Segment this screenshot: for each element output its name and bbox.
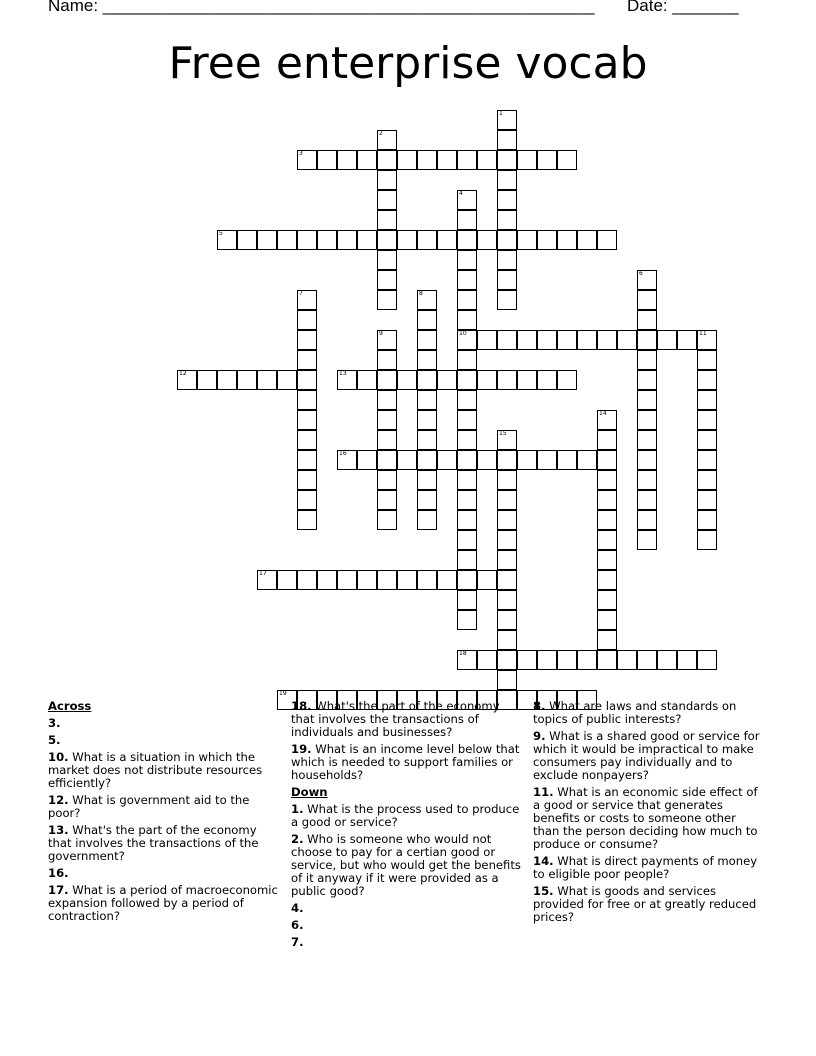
crossword-cell[interactable]: [457, 410, 477, 430]
crossword-cell[interactable]: [437, 450, 457, 470]
crossword-cell[interactable]: [377, 210, 397, 230]
down-heading: Down: [291, 785, 328, 799]
crossword-cell[interactable]: [597, 490, 617, 510]
clue-number: 10.: [48, 750, 69, 764]
crossword-cell[interactable]: [697, 350, 717, 370]
crossword-cell[interactable]: [417, 510, 437, 530]
crossword-cell[interactable]: [577, 450, 597, 470]
clue-text: What are laws and standards on topics of public interests?: [533, 699, 737, 726]
crossword-cell[interactable]: [697, 450, 717, 470]
clue-across-18: [291, 700, 523, 739]
clue-number: 4.: [291, 901, 304, 915]
crossword-cell[interactable]: [497, 150, 517, 170]
crossword-cell[interactable]: [537, 450, 557, 470]
crossword-cell[interactable]: [317, 150, 337, 170]
crossword-cell[interactable]: [397, 230, 417, 250]
crossword-cell[interactable]: [397, 370, 417, 390]
crossword-cell[interactable]: [397, 150, 417, 170]
crossword-cell[interactable]: [297, 150, 317, 170]
crossword-cell[interactable]: [697, 470, 717, 490]
cell-number: 1: [499, 110, 503, 117]
clue-down-6: [291, 919, 523, 932]
crossword-cell[interactable]: [417, 230, 437, 250]
crossword-cell[interactable]: [597, 330, 617, 350]
crossword-cell[interactable]: [297, 410, 317, 430]
crossword-cell[interactable]: [497, 530, 517, 550]
cell-number: 9: [379, 330, 383, 337]
crossword-cell[interactable]: [477, 370, 497, 390]
crossword-cell[interactable]: [297, 390, 317, 410]
crossword-cell[interactable]: [557, 650, 577, 670]
crossword-cell[interactable]: [597, 530, 617, 550]
crossword-cell[interactable]: [637, 290, 657, 310]
crossword-cell[interactable]: [637, 650, 657, 670]
crossword-cell[interactable]: [497, 250, 517, 270]
cell-number: 2: [379, 130, 383, 137]
crossword-cell[interactable]: [297, 230, 317, 250]
clue-down-7: [291, 936, 523, 949]
crossword-cell[interactable]: [637, 430, 657, 450]
crossword-cell[interactable]: [497, 290, 517, 310]
crossword-cell[interactable]: [597, 630, 617, 650]
clue-number: 18.: [291, 699, 312, 713]
clue-text: What is an economic side effect of a good or service that generates benefits or costs to someone other than the person deciding how much to produce or consume?: [533, 785, 758, 851]
clues-column-1: [48, 700, 280, 927]
crossword-cell[interactable]: [637, 370, 657, 390]
clue-down-8: [533, 700, 765, 726]
crossword-cell[interactable]: [377, 410, 397, 430]
cell-number: 16: [339, 450, 347, 457]
crossword-cell[interactable]: [377, 430, 397, 450]
crossword-cell[interactable]: [377, 130, 397, 150]
cell-number: 14: [599, 410, 607, 417]
crossword-cell[interactable]: [377, 510, 397, 530]
crossword-cell[interactable]: [577, 650, 597, 670]
crossword-cell[interactable]: [557, 370, 577, 390]
crossword-cell[interactable]: [597, 510, 617, 530]
crossword-cell[interactable]: [297, 570, 317, 590]
crossword-cell[interactable]: [497, 370, 517, 390]
crossword-cell[interactable]: [597, 610, 617, 630]
crossword-cell[interactable]: [337, 570, 357, 590]
crossword-cell[interactable]: [457, 290, 477, 310]
crossword-cell[interactable]: [417, 330, 437, 350]
clue-number: 14.: [533, 854, 554, 868]
crossword-cell[interactable]: [497, 510, 517, 530]
crossword-cell[interactable]: [697, 510, 717, 530]
crossword-cell[interactable]: [297, 510, 317, 530]
clue-down-11: [533, 786, 765, 851]
crossword-cell[interactable]: [537, 370, 557, 390]
crossword-cell[interactable]: [317, 230, 337, 250]
crossword-cell[interactable]: [457, 430, 477, 450]
crossword-cell[interactable]: [237, 230, 257, 250]
clues-column-3: [533, 700, 765, 928]
across-heading: Across: [48, 699, 92, 713]
crossword-cell[interactable]: [297, 330, 317, 350]
crossword-cell[interactable]: [297, 430, 317, 450]
crossword-cell[interactable]: [437, 370, 457, 390]
crossword-cell[interactable]: [217, 370, 237, 390]
crossword-cell[interactable]: [457, 390, 477, 410]
crossword-cell[interactable]: [457, 150, 477, 170]
cell-number: 4: [459, 190, 463, 197]
clue-number: 3.: [48, 716, 61, 730]
crossword-cell[interactable]: [637, 270, 657, 290]
crossword-cell[interactable]: [457, 570, 477, 590]
crossword-cell[interactable]: [377, 370, 397, 390]
crossword-cell[interactable]: [397, 450, 417, 470]
clue-down-2: [291, 833, 523, 898]
clue-number: 1.: [291, 802, 304, 816]
crossword-cell[interactable]: [337, 230, 357, 250]
crossword-cell[interactable]: [297, 350, 317, 370]
clue-number: 6.: [291, 918, 304, 932]
cell-number: 12: [179, 370, 187, 377]
crossword-cell[interactable]: [257, 570, 277, 590]
crossword-cell[interactable]: [577, 330, 597, 350]
crossword-cell[interactable]: [497, 670, 517, 690]
crossword-cell[interactable]: [637, 350, 657, 370]
crossword-cell[interactable]: [477, 150, 497, 170]
clue-number: 17.: [48, 883, 69, 897]
clue-across-5: [48, 734, 280, 747]
crossword-cell[interactable]: [597, 430, 617, 450]
crossword-cell[interactable]: [297, 470, 317, 490]
crossword-cell[interactable]: [437, 230, 457, 250]
crossword-cell[interactable]: [517, 370, 537, 390]
crossword-cell[interactable]: [457, 450, 477, 470]
crossword-cell[interactable]: [197, 370, 217, 390]
crossword-cell[interactable]: [617, 330, 637, 350]
crossword-cell[interactable]: [497, 130, 517, 150]
crossword-cell[interactable]: [417, 290, 437, 310]
crossword-cell[interactable]: [257, 230, 277, 250]
clue-number: 11.: [533, 785, 554, 799]
crossword-cell[interactable]: [457, 650, 477, 670]
crossword-cell[interactable]: [497, 210, 517, 230]
crossword-cell[interactable]: [577, 230, 597, 250]
clue-down-14: [533, 855, 765, 881]
crossword-cell[interactable]: [457, 590, 477, 610]
clue-text: What is goods and services provided for free or at greatly reduced prices?: [533, 884, 757, 924]
crossword-cell[interactable]: [437, 150, 457, 170]
crossword-cell[interactable]: [517, 230, 537, 250]
crossword-cell[interactable]: [377, 390, 397, 410]
crossword-cell[interactable]: [417, 370, 437, 390]
crossword-cell[interactable]: [497, 490, 517, 510]
crossword-cell[interactable]: [697, 370, 717, 390]
clue-down-15: [533, 885, 765, 924]
page-title: Free enterprise vocab: [168, 38, 648, 89]
clue-text: What's the part of the economy that involves the transactions of the government?: [48, 823, 259, 863]
crossword-cell[interactable]: [237, 370, 257, 390]
crossword-cell[interactable]: [377, 570, 397, 590]
clue-number: 19.: [291, 742, 312, 756]
crossword-cell[interactable]: [277, 370, 297, 390]
crossword-cell[interactable]: [377, 230, 397, 250]
cell-number: 18: [459, 650, 467, 657]
crossword-cell[interactable]: [637, 490, 657, 510]
clue-across-16: [48, 867, 280, 880]
crossword-cell[interactable]: [537, 230, 557, 250]
crossword-cell[interactable]: [417, 410, 437, 430]
crossword-cell[interactable]: [497, 650, 517, 670]
clue-number: 16.: [48, 866, 69, 880]
crossword-cell[interactable]: [377, 470, 397, 490]
crossword-cell[interactable]: [337, 450, 357, 470]
clue-across-19: [291, 743, 523, 782]
crossword-cell[interactable]: [697, 390, 717, 410]
crossword-cell[interactable]: [417, 570, 437, 590]
crossword-cell[interactable]: [637, 390, 657, 410]
crossword-cell[interactable]: [297, 290, 317, 310]
clue-down-4: [291, 902, 523, 915]
crossword-cell[interactable]: [497, 610, 517, 630]
crossword-cell[interactable]: [477, 570, 497, 590]
crossword-cell[interactable]: [377, 270, 397, 290]
crossword-cell[interactable]: [497, 230, 517, 250]
crossword-cell[interactable]: [457, 250, 477, 270]
crossword-cell[interactable]: [457, 490, 477, 510]
crossword-cell[interactable]: [457, 210, 477, 230]
clue-across-10: [48, 751, 280, 790]
clue-across-13: [48, 824, 280, 863]
crossword-cell[interactable]: [497, 190, 517, 210]
crossword-cell[interactable]: [497, 470, 517, 490]
crossword-cell[interactable]: [697, 490, 717, 510]
crossword-cell[interactable]: [697, 650, 717, 670]
crossword-cell[interactable]: [457, 230, 477, 250]
crossword-cell[interactable]: [637, 470, 657, 490]
crossword-cell[interactable]: [457, 470, 477, 490]
crossword-cell[interactable]: [557, 230, 577, 250]
crossword-cell[interactable]: [457, 370, 477, 390]
crossword-cell[interactable]: [497, 430, 517, 450]
clue-text: What is a situation in which the market does not distribute resources efficiently?: [48, 750, 263, 790]
cell-number: 5: [219, 230, 223, 237]
crossword-cell[interactable]: [697, 410, 717, 430]
crossword-cell[interactable]: [497, 590, 517, 610]
cell-number: 13: [339, 370, 347, 377]
clue-text: What is direct payments of money to eligible poor people?: [533, 854, 758, 881]
crossword-cell[interactable]: [597, 650, 617, 670]
crossword-cell[interactable]: [377, 490, 397, 510]
clue-text: Who is someone who would not choose to pay for a certian good or service, but who would get the benefits of it anyway if it were provided as a public good?: [291, 832, 521, 898]
crossword-cell[interactable]: [497, 110, 517, 130]
crossword-cell[interactable]: [537, 150, 557, 170]
crossword-cell[interactable]: [697, 530, 717, 550]
cell-number: 17: [259, 570, 267, 577]
crossword-cell[interactable]: [557, 150, 577, 170]
crossword-cell[interactable]: [417, 430, 437, 450]
crossword-cell[interactable]: [357, 450, 377, 470]
crossword-cell[interactable]: [457, 310, 477, 330]
cell-number: 19: [279, 690, 287, 697]
crossword-cell[interactable]: [317, 570, 337, 590]
crossword-cell[interactable]: [377, 330, 397, 350]
name-field[interactable]: Name: ____________________________________________________: [48, 0, 595, 15]
crossword-cell[interactable]: [377, 190, 397, 210]
crossword-cell[interactable]: [497, 570, 517, 590]
crossword-cell[interactable]: [597, 450, 617, 470]
crossword-cell[interactable]: [477, 650, 497, 670]
crossword-cell[interactable]: [677, 330, 697, 350]
cell-number: 15: [499, 430, 507, 437]
clue-number: 5.: [48, 733, 61, 747]
crossword-cell[interactable]: [597, 230, 617, 250]
clue-number: 7.: [291, 935, 304, 949]
crossword-cell[interactable]: [537, 330, 557, 350]
crossword-cell[interactable]: [217, 230, 237, 250]
crossword-cell[interactable]: [297, 370, 317, 390]
clues-column-2: [291, 700, 523, 953]
crossword-cell[interactable]: [597, 550, 617, 570]
crossword-cell[interactable]: [457, 330, 477, 350]
clue-across-3: [48, 717, 280, 730]
crossword-cell[interactable]: [637, 530, 657, 550]
crossword-cell[interactable]: [557, 450, 577, 470]
crossword-cell[interactable]: [537, 650, 557, 670]
crossword-cell[interactable]: [597, 410, 617, 430]
crossword-cell[interactable]: [697, 430, 717, 450]
crossword-cell[interactable]: [177, 370, 197, 390]
crossword-cell[interactable]: [697, 330, 717, 350]
crossword-cell[interactable]: [457, 550, 477, 570]
cell-number: 11: [699, 330, 707, 337]
crossword-cell[interactable]: [457, 510, 477, 530]
crossword-cell[interactable]: [297, 490, 317, 510]
crossword-cell[interactable]: [557, 330, 577, 350]
clue-number: 13.: [48, 823, 69, 837]
crossword-cell[interactable]: [417, 310, 437, 330]
crossword-cell[interactable]: [457, 530, 477, 550]
crossword-cell[interactable]: [497, 330, 517, 350]
crossword-cell[interactable]: [497, 550, 517, 570]
crossword-cell[interactable]: [457, 270, 477, 290]
crossword-cell[interactable]: [497, 630, 517, 650]
clue-text: What is government aid to the poor?: [48, 793, 250, 820]
crossword-cell[interactable]: [417, 390, 437, 410]
clue-across-17: [48, 884, 280, 923]
clue-number: 9.: [533, 729, 546, 743]
clue-text: What is the process used to produce a good or service?: [291, 802, 520, 829]
cell-number: 8: [419, 290, 423, 297]
crossword-cell[interactable]: [357, 150, 377, 170]
crossword-cell[interactable]: [337, 150, 357, 170]
crossword-cell[interactable]: [277, 570, 297, 590]
crossword-cell[interactable]: [377, 450, 397, 470]
crossword-cell[interactable]: [417, 150, 437, 170]
crossword-cell[interactable]: [437, 570, 457, 590]
crossword-cell[interactable]: [477, 230, 497, 250]
crossword-cell[interactable]: [497, 170, 517, 190]
crossword-cell[interactable]: [637, 310, 657, 330]
crossword-cell[interactable]: [517, 450, 537, 470]
crossword-cell[interactable]: [377, 350, 397, 370]
crossword-cell[interactable]: [417, 490, 437, 510]
crossword-cell[interactable]: [277, 230, 297, 250]
cell-number: 10: [459, 330, 467, 337]
crossword-cell[interactable]: [637, 410, 657, 430]
clue-number: 12.: [48, 793, 69, 807]
crossword-cell[interactable]: [677, 650, 697, 670]
crossword-cell[interactable]: [497, 450, 517, 470]
crossword-cell[interactable]: [477, 330, 497, 350]
clue-down-1: [291, 803, 523, 829]
crossword-cell[interactable]: [377, 150, 397, 170]
crossword-cell[interactable]: [457, 610, 477, 630]
date-field[interactable]: Date: _______: [627, 0, 739, 15]
crossword-cell[interactable]: [657, 650, 677, 670]
crossword-cell[interactable]: [417, 450, 437, 470]
crossword-cell[interactable]: [517, 150, 537, 170]
crossword-cell[interactable]: [597, 570, 617, 590]
crossword-cell[interactable]: [457, 190, 477, 210]
crossword-cell[interactable]: [357, 230, 377, 250]
crossword-cell[interactable]: [417, 350, 437, 370]
crossword-cell[interactable]: [357, 370, 377, 390]
crossword-cell[interactable]: [637, 330, 657, 350]
clue-down-9: [533, 730, 765, 782]
crossword-cell[interactable]: [457, 350, 477, 370]
clue-text: What is a period of macroeconomic expansion followed by a period of contraction?: [48, 883, 278, 923]
crossword-cell[interactable]: [597, 590, 617, 610]
crossword-cell[interactable]: [337, 370, 357, 390]
crossword-cell[interactable]: [477, 450, 497, 470]
crossword-cell[interactable]: [257, 370, 277, 390]
crossword-cell[interactable]: [517, 330, 537, 350]
crossword-cell[interactable]: [657, 330, 677, 350]
cell-number: 7: [299, 290, 303, 297]
crossword-cell[interactable]: [377, 250, 397, 270]
crossword-cell[interactable]: [377, 290, 397, 310]
clue-text: What is an income level below that which is needed to support families or households?: [291, 742, 520, 782]
clue-across-12: [48, 794, 280, 820]
crossword-cell[interactable]: [397, 570, 417, 590]
clue-number: 8.: [533, 699, 546, 713]
cell-number: 6: [639, 270, 643, 277]
clue-number: 2.: [291, 832, 304, 846]
crossword-cell[interactable]: [497, 270, 517, 290]
crossword-cell[interactable]: [517, 650, 537, 670]
crossword-cell[interactable]: [597, 470, 617, 490]
crossword-cell[interactable]: [617, 650, 637, 670]
crossword-cell[interactable]: [297, 310, 317, 330]
clue-text: What is a shared good or service for which it would be impractical to make consumers pay individually and to exclude nonpayers?: [533, 729, 760, 782]
crossword-cell[interactable]: [637, 510, 657, 530]
crossword-cell[interactable]: [377, 170, 397, 190]
crossword-cell[interactable]: [637, 450, 657, 470]
crossword-cell[interactable]: [357, 570, 377, 590]
cell-number: 3: [299, 150, 303, 157]
clue-text: What's the part of the economy that involves the transactions of individuals and businesses?: [291, 699, 500, 739]
crossword-cell[interactable]: [417, 470, 437, 490]
crossword-cell[interactable]: [297, 450, 317, 470]
clue-number: 15.: [533, 884, 554, 898]
